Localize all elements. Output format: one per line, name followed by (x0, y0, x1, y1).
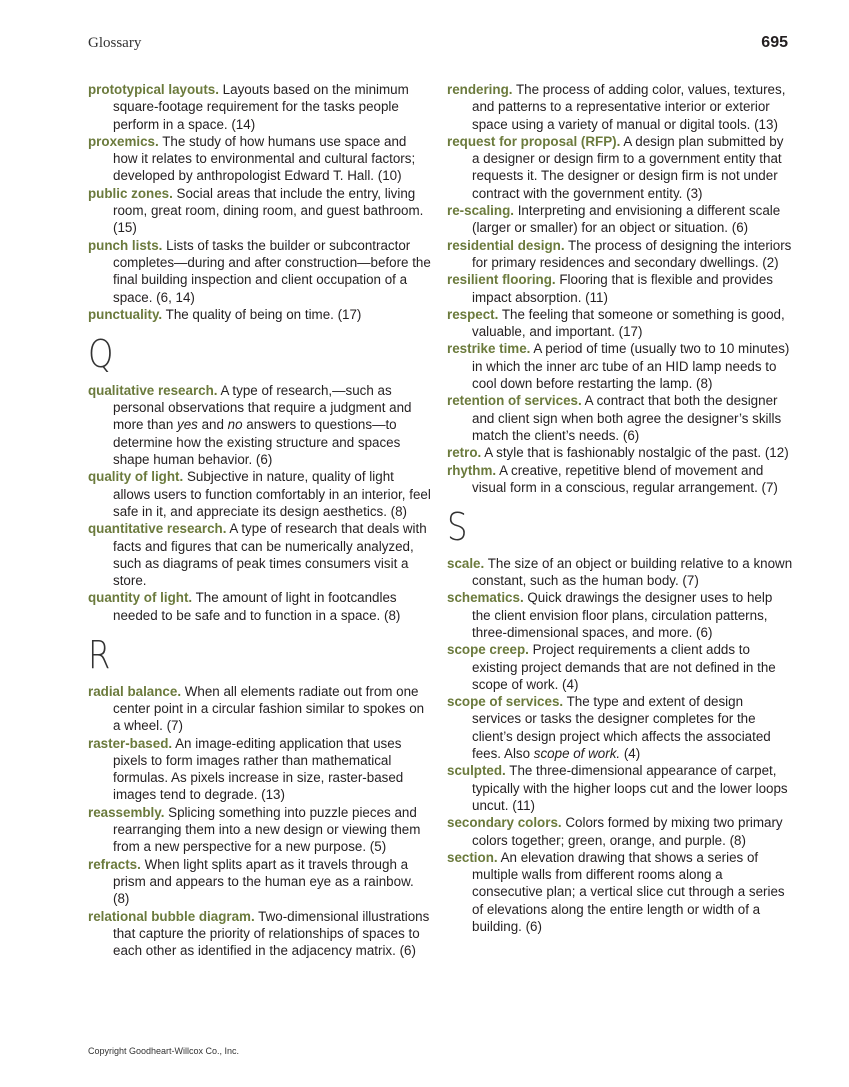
definition-text: The study of how humans use space and how it relates to environmental and cultural factors; developed by anthropologist Edward T. Hall. (10) (113, 133, 416, 184)
glossary-entry (447, 555, 793, 590)
glossary-entry (447, 693, 793, 762)
glossary-entry (447, 340, 793, 392)
section-letter-heading: R (88, 632, 111, 677)
glossary-entry (88, 306, 433, 323)
glossary-term: quantity of light. (88, 590, 193, 606)
glossary-term: secondary colors. (447, 815, 562, 831)
definition-text: The size of an object or building relative to a known constant, such as the human body. (7) (472, 555, 793, 589)
glossary-entry (88, 856, 433, 908)
definition-text: and (197, 417, 228, 433)
definition-text: A type of research,—such as personal observations that require a judgment and more than (113, 382, 412, 433)
definition-text: An image-editing application that uses pixels to form images rather than mathematical formulas. As pixels increase in size, raster-based images tend to degrade. (13) (113, 735, 404, 803)
definition-text: When light splits apart as it travels through a prism and appears to the human eye as a rainbow. (8) (113, 856, 414, 907)
glossary-term: retro. (447, 445, 482, 461)
glossary-entry (447, 271, 793, 306)
glossary-entry (447, 641, 793, 693)
glossary-term: punctuality. (88, 306, 163, 322)
definition-text: A period of time (usually two to 10 minutes) in which the inner arc tube of an HID lamp needs to cool down before restarting the lamp. (8) (472, 341, 790, 392)
copyright-footer: Copyright Goodheart-Willcox Co., Inc. (88, 1046, 240, 1056)
glossary-term: scale. (447, 555, 485, 571)
glossary-entry (447, 237, 793, 272)
glossary-term: section. (447, 849, 498, 865)
section-letter-heading: Q (88, 331, 114, 376)
section-letter-heading: S (447, 504, 468, 549)
glossary-entry (447, 306, 793, 341)
definition-text: Layouts based on the minimum square-footage requirement for the tasks people perform in a space. (14) (113, 82, 409, 132)
definition-italic-text: scope of work. (533, 746, 621, 762)
glossary-entry (447, 81, 793, 133)
glossary-term: schematics. (447, 590, 524, 606)
glossary-term: refracts. (88, 856, 141, 872)
glossary-entry (88, 468, 433, 520)
glossary-term: punch lists. (88, 237, 163, 253)
glossary-entry (88, 81, 433, 133)
glossary-term: scope of services. (447, 694, 564, 710)
glossary-entry (447, 849, 793, 935)
glossary-entry (447, 462, 793, 497)
definition-text: The process of adding color, values, textures, and patterns to a representative interior or exterior space using a variety of manual or digital tools. (13) (472, 82, 786, 132)
glossary-term: respect. (447, 306, 499, 322)
glossary-entry (88, 804, 433, 856)
glossary-term: radial balance. (88, 683, 182, 699)
glossary-term: resilient flooring. (447, 272, 556, 288)
glossary-entry (88, 133, 433, 185)
glossary-term: re-scaling. (447, 203, 514, 219)
running-head: Glossary (88, 35, 142, 51)
definition-text: The feeling that someone or something is good, valuable, and important. (17) (472, 306, 785, 340)
glossary-term: residential design. (447, 237, 565, 253)
glossary-entry (88, 382, 433, 468)
definition-text: Colors formed by mixing two primary colors together; green, orange, and purple. (8) (472, 815, 783, 848)
definition-text: Interpreting and envisioning a different scale (larger or smaller) for an object or situation. (6) (472, 203, 781, 236)
glossary-term: sculpted. (447, 763, 506, 779)
glossary-term: retention of services. (447, 393, 582, 409)
definition-italic-text: no (227, 417, 243, 433)
definition-text: Subjective in nature, quality of light allows users to function comfortably in an interior, feel safe in it, and appreciate its design aesthetics. (8) (113, 469, 431, 519)
glossary-term: raster-based. (88, 735, 173, 751)
glossary-term: restrike time. (447, 341, 531, 357)
definition-text: A contract that both the designer and client sign when both agree the designer’s skills match the client’s needs. (6) (472, 393, 782, 443)
glossary-entry (88, 908, 433, 960)
definition-text: When all elements radiate out from one center point in a circular fashion similar to spokes on a wheel. (7) (113, 683, 425, 734)
definition-text: The type and extent of design services or tasks the designer completes for the client’s design project which affects the associated fees. Also (472, 694, 771, 762)
glossary-entry (88, 735, 433, 804)
glossary-term: quality of light. (88, 469, 184, 485)
definition-text: The quality of being on time. (17) (162, 306, 362, 322)
glossary-term: quantitative research. (88, 521, 227, 537)
glossary-entry (447, 444, 793, 461)
definition-text: The amount of light in footcandles needed to be safe and to function in a space. (8) (113, 590, 401, 623)
definition-italic-text: yes (177, 417, 198, 433)
glossary-entry (88, 185, 433, 237)
glossary-term: qualitative research. (88, 382, 218, 398)
glossary-entry (88, 237, 433, 306)
glossary-entry (447, 762, 793, 814)
page-number: 695 (761, 34, 788, 51)
glossary-column-left (88, 81, 433, 959)
glossary-entry (88, 683, 433, 735)
glossary-term: reassembly. (88, 804, 165, 820)
definition-text: Two-dimensional illustrations that capture the priority of relationships of spaces to each other as identified in the adjacency matrix. (6) (113, 908, 430, 959)
glossary-entry (447, 589, 793, 641)
definition-text: Splicing something into puzzle pieces and rearranging them into a new design or viewing them from a new perspective for a new purpose. (5) (113, 804, 421, 855)
definition-text: A type of research that deals with facts and figures that can be numerically analyzed, such as diagrams of peak times consumers visit a store. (113, 521, 427, 589)
definition-text: Flooring that is flexible and provides impact absorption. (11) (472, 272, 773, 305)
glossary-term: scope creep. (447, 642, 529, 658)
glossary-term: relational bubble diagram. (88, 908, 255, 924)
glossary-term: prototypical layouts. (88, 82, 219, 97)
definition-text: (4) (620, 746, 641, 762)
glossary-column-right (447, 81, 793, 935)
definition-text: answers to questions—to determine how the existing structure and spaces shape human behavior. (6) (113, 417, 401, 468)
definition-text: An elevation drawing that shows a series of multiple walls from different rooms along a consecutive plan; a vertical slice cut through a series of elevations along the entire length or width of a building. (6) (472, 849, 785, 935)
glossary-entry (447, 202, 793, 237)
definition-text: The process of designing the interiors for primary residences and secondary dwellings. (2) (472, 237, 792, 270)
glossary-entry (447, 133, 793, 202)
glossary-term: proxemics. (88, 133, 159, 149)
definition-text: The three-dimensional appearance of carpet, typically with the higher loops cut and the lower loops uncut. (11) (472, 763, 788, 813)
glossary-entry (88, 520, 433, 589)
glossary-term: request for proposal (RFP). (447, 133, 621, 149)
definition-text: Social areas that include the entry, living room, great room, dining room, and guest bathroom. (15) (113, 185, 424, 236)
glossary-term: rendering. (447, 82, 513, 97)
glossary-entry (88, 589, 433, 624)
definition-text: Lists of tasks the builder or subcontractor completes—during and after construction—before the final building inspection and client occupation of a space. (6, 14) (113, 237, 431, 305)
definition-text: A style that is fashionably nostalgic of the past. (12) (481, 445, 789, 461)
definition-text: A design plan submitted by a designer or design firm to a government entity that requests it. The designer or design firm is not under contract with the government entity. (3) (472, 133, 784, 201)
definition-text: Project requirements a client adds to existing project demands that are not defined in the scope of work. (4) (472, 642, 776, 692)
definition-text: A creative, repetitive blend of movement and visual form in a conscious, regular arrangement. (7) (472, 462, 778, 495)
glossary-term: rhythm. (447, 462, 497, 478)
glossary-entry (447, 814, 793, 849)
definition-text: Quick drawings the designer uses to help the client envision floor plans, circulation patterns, three-dimensional spaces, and more. (6) (472, 590, 773, 640)
glossary-term: public zones. (88, 185, 173, 201)
glossary-entry (447, 392, 793, 444)
